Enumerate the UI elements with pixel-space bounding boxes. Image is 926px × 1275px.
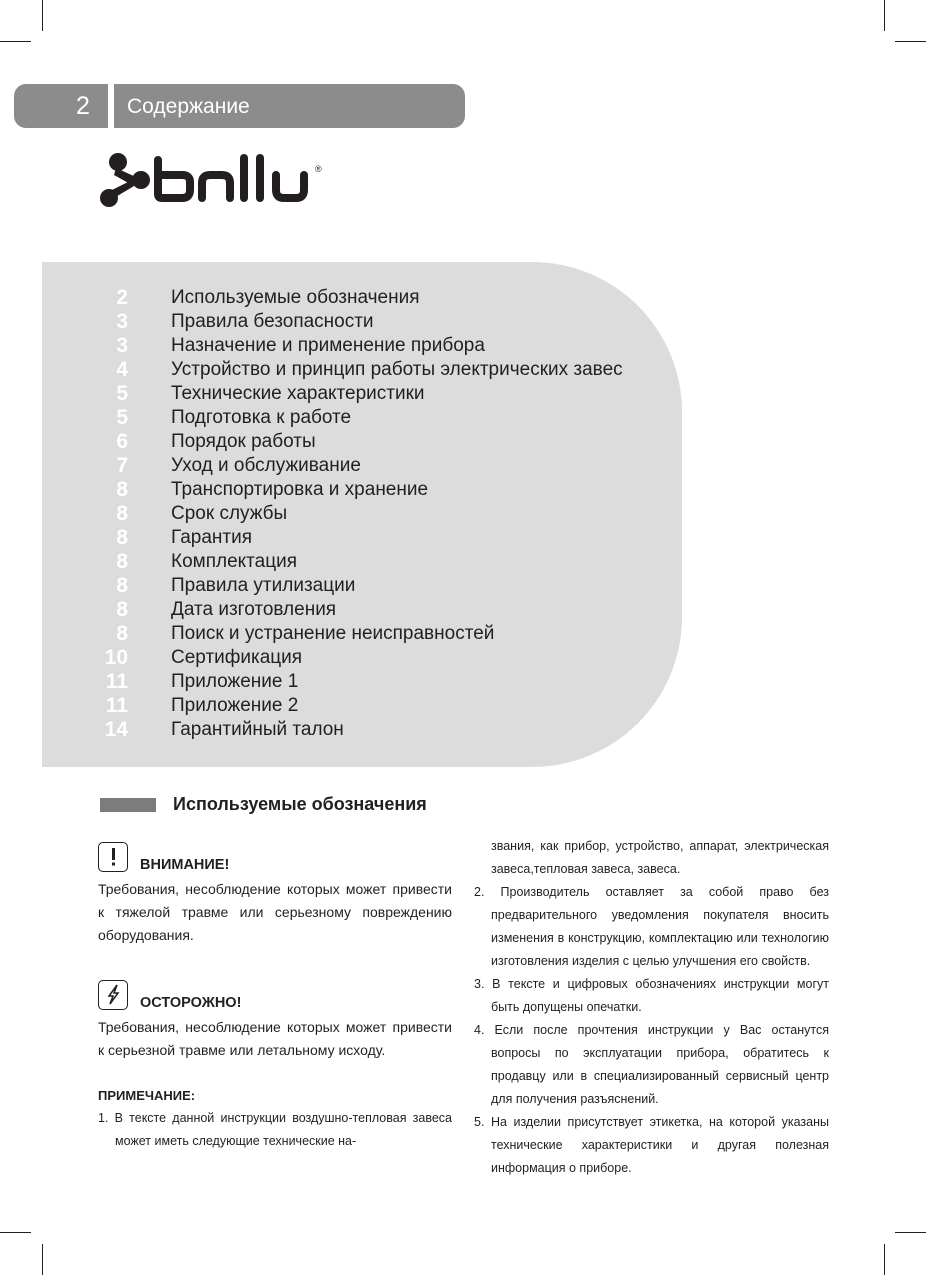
toc-item[interactable] [42,694,623,718]
logo-wordmark [158,158,304,198]
toc-page-number: 4 [116,358,128,381]
note-item: 5. На изделии присутствует этикетка, на которой указаны технические характеристики и другая полезная информация о приборе. [474,1115,829,1175]
crop-mark [884,0,885,31]
toc-page-number: 2 [116,286,128,309]
note-item: 1. В тексте данной инструкции воздушно-тепловая завеса может иметь следующие технические на- [98,1111,452,1148]
toc-title: Комплектация [171,551,298,572]
toc-title: Правила утилизации [171,575,356,596]
toc-page-number: 8 [116,574,128,597]
toc-page-number: 3 [116,334,128,357]
toc-page-number: 8 [116,478,128,501]
toc-item[interactable] [42,430,623,454]
caution-heading [98,980,452,1010]
toc-title: Порядок работы [171,431,316,452]
toc-item[interactable] [42,598,623,622]
caution-text: Требования, несоблюдение которых может привести к серьезной травме или летальному исходу. [98,1019,452,1058]
toc-item[interactable] [42,526,623,550]
toc-item[interactable] [42,502,623,526]
section-title: Используемые обозначения [173,794,427,814]
toc-page-number: 7 [116,454,128,477]
note-item: 2. Производитель оставляет за собой право без предварительного уведомления покупателя вносить изменения в конструкцию, комплектацию или технологию изготовления изделия с целью улучшения его свойств. [474,885,829,968]
toc-item[interactable] [42,286,623,310]
toc-page-number: 10 [104,646,128,669]
lightning-icon [98,980,128,1010]
crop-mark [0,1232,31,1233]
toc-page-number: 14 [104,718,128,741]
toc-item[interactable] [42,718,623,742]
toc-page-number: 3 [116,310,128,333]
note-item: 3. В тексте и цифровых обозначениях инструкции могут быть допущены опечатки. [474,977,829,1014]
ballu-logo [98,150,333,215]
crop-mark [895,1232,926,1233]
header-title: Содержание [127,95,250,118]
toc-page-number: 11 [105,694,128,717]
note-title: ПРИМЕЧАНИЕ: [98,1088,196,1103]
toc-title: Устройство и принцип работы электрических завес [171,359,623,380]
toc-title: Уход и обслуживание [171,455,361,476]
caution-label: ОСТОРОЖНО! [140,994,242,1011]
crop-mark [884,1244,885,1275]
toc-page-number: 5 [116,406,128,429]
toc-title: Технические характеристики [171,383,425,404]
toc-title: Приложение 1 [171,671,299,692]
toc-list [42,286,623,742]
registered-mark: ® [315,164,322,174]
toc-item[interactable] [42,310,623,334]
note-item-continuation: звания, как прибор, устройство, аппарат, электрическая завеса,тепловая завеса, завеса. [491,839,829,876]
toc-page-number: 11 [105,670,128,693]
toc-title: Правила безопасности [171,311,374,332]
exclamation-icon [98,842,128,872]
toc-item[interactable] [42,334,623,358]
crop-mark [42,0,43,31]
toc-item[interactable] [42,670,623,694]
toc-page-number: 8 [116,526,128,549]
page-number: 2 [76,92,90,120]
toc-page-number: 6 [116,430,128,453]
toc-item[interactable] [42,478,623,502]
attention-label: ВНИМАНИЕ! [140,856,230,873]
toc-item[interactable] [42,574,623,598]
toc-title: Дата изготовления [171,599,337,620]
header-divider [108,84,114,128]
toc-item[interactable] [42,550,623,574]
toc-item[interactable] [42,646,623,670]
toc-title: Срок службы [171,503,288,524]
crop-mark [895,41,926,42]
toc-page-number: 8 [116,598,128,621]
crop-mark [0,41,31,42]
fan-mark-icon [100,153,150,207]
toc-page-number: 8 [116,550,128,573]
note-item: 4. Если после прочтения инструкции у Вас останутся вопросы по эксплуатации прибора, обратитесь к продавцу или в специализированный сервисный центр для получения разъяснений. [474,1023,829,1106]
left-column [98,842,452,1153]
toc-item[interactable] [42,406,623,430]
right-column [474,835,829,1180]
toc-title: Используемые обозначения [171,287,420,308]
toc-item[interactable] [42,622,623,646]
toc-page-number: 5 [116,382,128,405]
toc-item[interactable] [42,454,623,478]
toc-title: Гарантийный талон [171,719,344,740]
toc-title: Поиск и устранение неисправностей [171,623,495,644]
toc-title: Подготовка к работе [171,407,352,428]
toc-title: Транспортировка и хранение [171,479,429,500]
attention-text: Требования, несоблюдение которых может привести к тяжелой травме или серьезному повреждению оборудования. [98,881,452,943]
crop-mark [42,1244,43,1275]
section-marker-bar [100,798,156,812]
toc-item[interactable] [42,358,623,382]
toc-title: Назначение и применение прибора [171,335,485,356]
toc-page-number: 8 [116,622,128,645]
toc-page-number: 8 [116,502,128,525]
toc-item[interactable] [42,382,623,406]
toc-title: Приложение 2 [171,695,299,716]
toc-title: Сертификация [171,647,303,668]
toc-title: Гарантия [171,527,253,548]
attention-heading [98,842,452,872]
